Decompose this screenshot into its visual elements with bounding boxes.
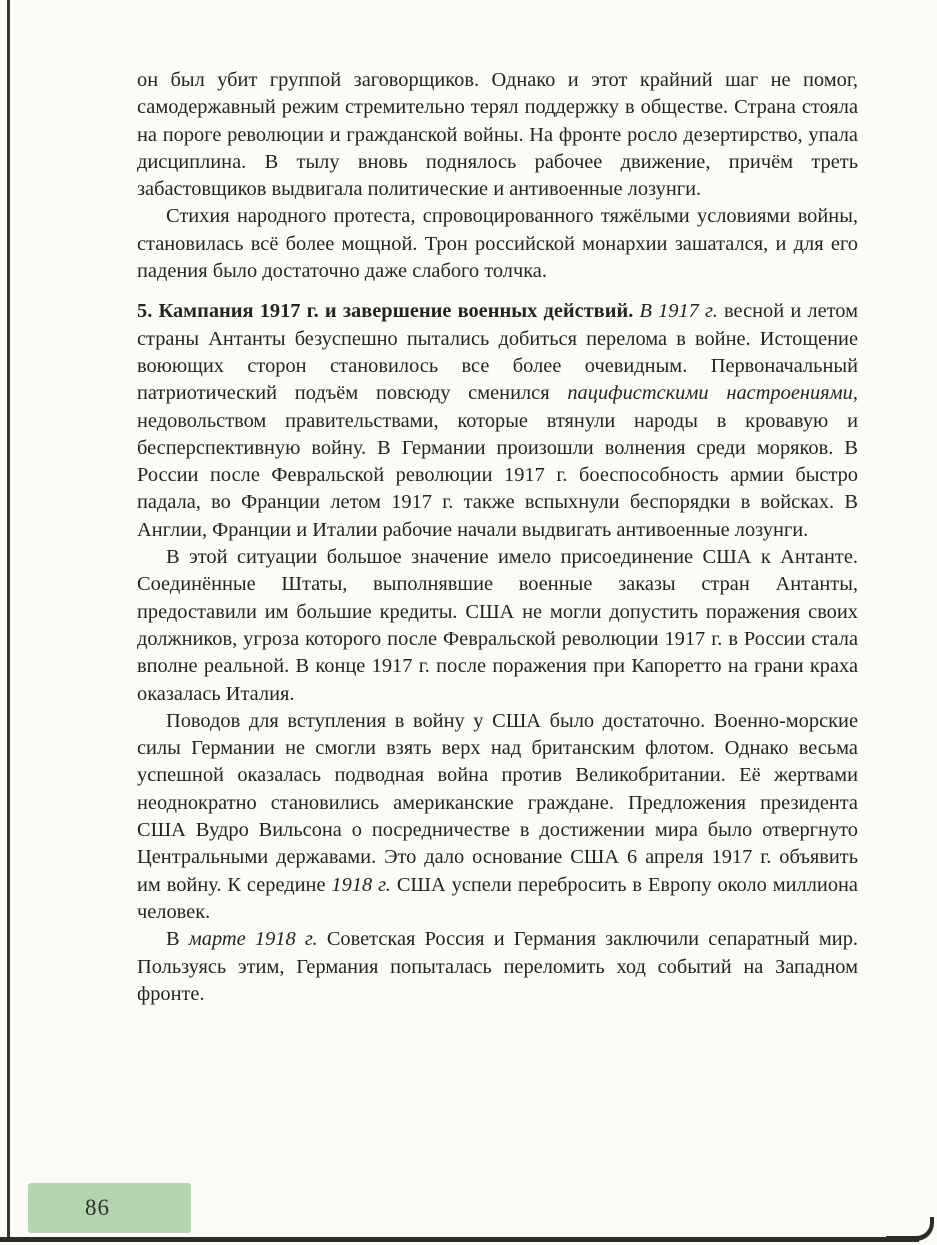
page-number: 86: [85, 1195, 110, 1220]
text-block: [137, 67, 858, 1008]
text-run: В этой ситуации большое значение имело присоединение США к Антанте. Соединённые Штаты, выполнявшие военные заказы стран Антанты, предоставили им большие кредиты. США не могли допустить поражения своих должников, угроза которого после Февральской революции 1917 г. в России стала вполне реальной. В конце 1917 г. после поражения при Капоретто на грани краха оказалась Италия.: [137, 546, 858, 705]
scan-corner-edge: [886, 1217, 934, 1241]
text-run: США успели перебросить в Европу около миллиона человек.: [137, 873, 858, 923]
scan-bottom-edge: [0, 1237, 919, 1242]
italic-text-run: марте 1918 г.: [188, 928, 318, 951]
page-number-badge: [28, 1183, 191, 1233]
text-run: Стихия народного протеста, спровоцированного тяжёлыми условиями войны, становилась всё более мощной. Трон российской монархии зашатался, и для его падения было достаточно даже слабого толчка.: [137, 205, 858, 283]
text-run: Советская Россия и Германия заключили сепаратный мир. Пользуясь этим, Германия попыталась переломить ход событий на Западном фронте.: [137, 928, 859, 1005]
paragraph: [137, 926, 858, 1008]
text-run: весной и летом страны Антанты безуспешно пытались добиться перелома в войне. Истощение воюющих сторон становилось все более очевидным. Первоначальный патриотический подъём повсюду сменился: [137, 300, 858, 405]
italic-text-run: В 1917 г.: [633, 300, 718, 323]
paragraph: [137, 544, 858, 708]
text-run: , недовольством правительствами, которые втянули народы в кровавую и бесперспективную войну. В Германии произошли волнения среди моряков. В России после Февральской революции 1917 г. боеспособность армии быстро падала, во Франции летом 1917 г. также вспыхнули беспорядки в войсках. В Англии, Франции и Италии рабочие начали выдвигать антивоенные лозунги.: [137, 382, 858, 541]
italic-text-run: пацифистскими настроениями: [567, 382, 853, 405]
paragraph-continuation: [137, 67, 858, 203]
section-5-paragraph: [137, 298, 858, 544]
italic-text-run: 1918 г.: [331, 873, 391, 896]
text-run: Поводов для вступления в войну у США было достаточно. Военно-морские силы Германии не смогли взять верх над британским флотом. Однако весьма успешной оказалась подводная война против Великобритании. Её жертвами неоднократно становились американские граждане. Предложения президента США Вудро Вильсона о посредничестве в достижении мира было отвергнуто Центральными державами. Это дало основание США 6 апреля 1917 г. объявить им войну. К середине: [137, 709, 858, 896]
scan-left-edge: [7, 0, 10, 1240]
text-run: он был убит группой заговорщиков. Однако и этот крайний шаг не помог, самодержавный режим стремительно терял поддержку в обществе. Страна стояла на пороге революции и гражданской войны. На фронте росло дезертирство, упала дисциплина. В тылу вновь поднялось рабочее движение, причём треть забастовщиков выдвигала политические и антивоенные лозунги.: [137, 69, 858, 201]
paragraph: [137, 708, 858, 926]
paragraph: [137, 203, 858, 285]
text-run: В: [166, 928, 189, 951]
bold-text-run: 5. Кампания 1917 г. и завершение военных действий.: [137, 300, 634, 323]
